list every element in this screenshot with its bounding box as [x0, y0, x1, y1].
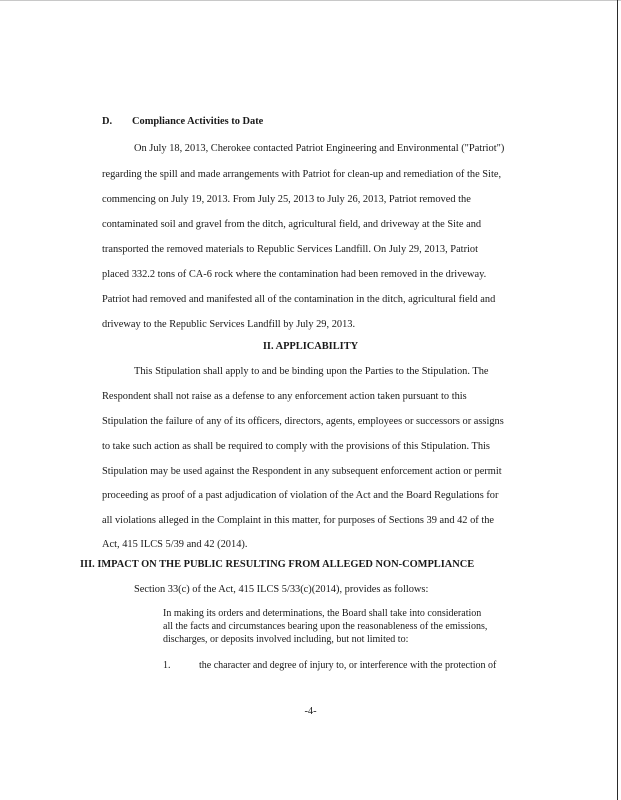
paragraph-ii-line: Stipulation may be used against the Respondent in any subsequent enforcement action or permit	[102, 466, 502, 477]
paragraph-ii-line: to take such action as shall be required to comply with the provisions of this Stipulation. This	[102, 441, 490, 452]
list-item-number: 1.	[163, 660, 171, 671]
paragraph-ii-line: Respondent shall not raise as a defense to any enforcement action taken pursuant to this	[102, 391, 467, 402]
paragraph-d-line: transported the removed materials to Republic Services Landfill. On July 29, 2013, Patriot	[102, 244, 479, 255]
section-iii-heading: III. IMPACT ON THE PUBLIC RESULTING FROM ALLEGED NON-COMPLIANCE	[80, 559, 475, 570]
page-top-edge	[0, 0, 621, 1]
paragraph-d-line: placed 332.2 tons of CA-6 rock where the contamination had been removed in the driveway.	[102, 269, 487, 280]
list-item-text: the character and degree of injury to, or interference with the protection of	[199, 660, 497, 671]
paragraph-d-line: commencing on July 19, 2013. From July 25, 2013 to July 26, 2013, Patriot removed the	[102, 194, 471, 205]
block-quote-line: discharges, or deposits involved including, but not limited to:	[163, 634, 409, 645]
block-quote-line: all the facts and circumstances bearing upon the reasonableness of the emissions,	[163, 621, 488, 632]
section-d-heading	[102, 115, 263, 128]
section-iii-intro: Section 33(c) of the Act, 415 ILCS 5/33(c)(2014), provides as follows:	[134, 584, 429, 595]
paragraph-d-line: On July 18, 2013, Cherokee contacted Patriot Engineering and Environmental ("Patriot")	[134, 143, 505, 154]
list-item	[163, 659, 496, 672]
section-d-letter: D.	[102, 116, 113, 127]
section-ii-heading: II. APPLICABILITY	[262, 341, 359, 352]
paragraph-d-line: regarding the spill and made arrangements with Patriot for clean-up and remediation of the Site,	[102, 169, 502, 180]
paragraph-ii-line: Stipulation the failure of any of its officers, directors, agents, employees or successors or assigns	[102, 416, 504, 427]
paragraph-ii-line: This Stipulation shall apply to and be binding upon the Parties to the Stipulation. The	[134, 366, 489, 377]
paragraph-d-line: contaminated soil and gravel from the ditch, agricultural field, and driveway at the Site and	[102, 219, 482, 230]
paragraph-ii-line: Act, 415 ILCS 5/39 and 42 (2014).	[102, 539, 248, 550]
paragraph-d-line: driveway to the Republic Services Landfill by July 29, 2013.	[102, 319, 356, 330]
paragraph-ii-line: proceeding as proof of a past adjudication of violation of the Act and the Board Regulations for	[102, 490, 499, 501]
page-number: -4-	[304, 706, 317, 717]
paragraph-ii-line: all violations alleged in the Complaint in this matter, for purposes of Sections 39 and 42 of the	[102, 515, 495, 526]
section-d-title: Compliance Activities to Date	[132, 116, 264, 127]
page-right-edge	[617, 0, 618, 800]
block-quote-line: In making its orders and determinations, the Board shall take into consideration	[163, 608, 482, 619]
paragraph-d-line: Patriot had removed and manifested all of the contamination in the ditch, agricultural field and	[102, 294, 496, 305]
